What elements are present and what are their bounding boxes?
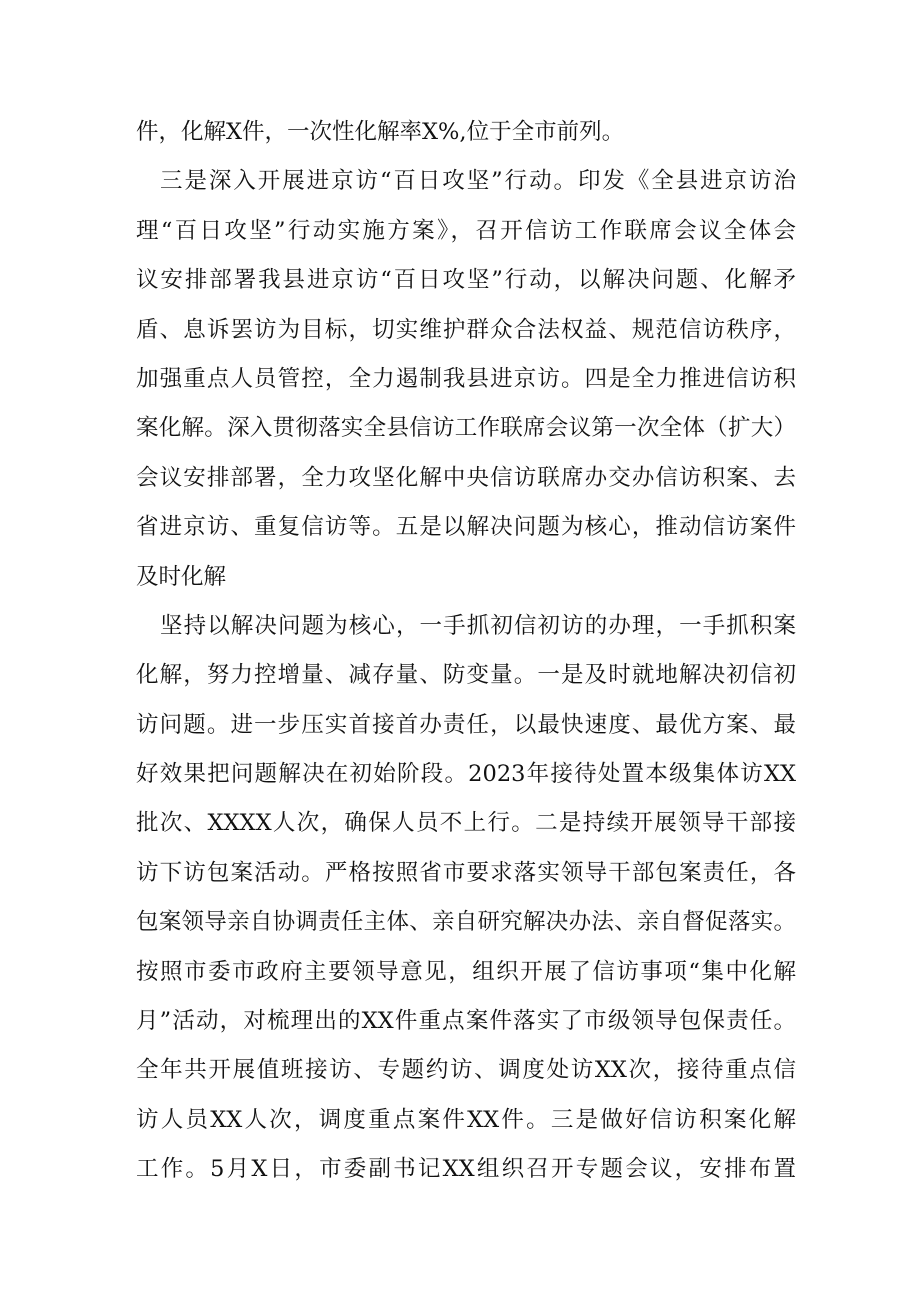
text-line-19: 月”活动，对梳理出的XX件重点案件落实了市级领导包保责任。 [136,1008,796,1035]
text-line-5: 盾、息诉罢访为目标，切实维护群众合法权益、规范信访秩序， [136,316,796,343]
text-line-18: 按照市委市政府主要领导意见，组织开展了信访事项“集中化解 [136,958,796,985]
text-line-12: 化解，努力控增量、减存量、防变量。一是及时就地解决初信初 [136,662,796,689]
text-line-8: 会议安排部署，全力攻坚化解中央信访联席办交办信访积案、去 [136,464,796,491]
text-line-13: 访问题。进一步压实首接首办责任，以最快速度、最优方案、最 [136,711,796,738]
text-line-11: 坚持以解决问题为核心，一手抓初信初访的办理，一手抓积案 [160,612,796,639]
text-line-17: 包案领导亲自协调责任主体、亲自研究解决办法、亲自督促落实。 [136,909,796,936]
text-line-3: 理“百日攻坚”行动实施方案》，召开信访工作联席会议全体会 [136,217,796,244]
body-text [136,108,796,1195]
text-line-4: 议安排部署我县进京访“百日攻坚”行动，以解决问题、化解矛 [136,267,796,294]
text-line-21: 访人员XX人次，调度重点案件XX件。三是做好信访积案化解 [136,1106,796,1133]
text-line-6: 加强重点人员管控，全力遏制我县进京访。四是全力推进信访积 [136,365,796,392]
text-line-22: 工作。5月X日，市委副书记XX组织召开专题会议，安排布置 [136,1156,796,1183]
text-line-2: 三是深入开展进京访“百日攻坚”行动。印发《全县进京访治 [160,168,796,195]
text-line-16: 访下访包案活动。严格按照省市要求落实领导干部包案责任，各 [136,859,796,886]
text-line-10: 及时化解 [136,563,227,590]
text-line-7: 案化解。深入贯彻落实全县信访工作联席会议第一次全体（扩大） [136,415,796,442]
text-line-14: 好效果把问题解决在初始阶段。2023年接待处置本级集体访XX [136,761,796,788]
text-line-1: 件，化解X件，一次性化解率X%,位于全市前列。 [136,119,625,145]
text-line-20: 全年共开展值班接访、专题约访、调度处访XX次，接待重点信 [136,1057,796,1084]
text-line-9: 省进京访、重复信访等。五是以解决问题为核心，推动信访案件 [136,514,796,541]
text-line-15: 批次、XXXX人次，确保人员不上行。二是持续开展领导干部接 [136,810,796,837]
